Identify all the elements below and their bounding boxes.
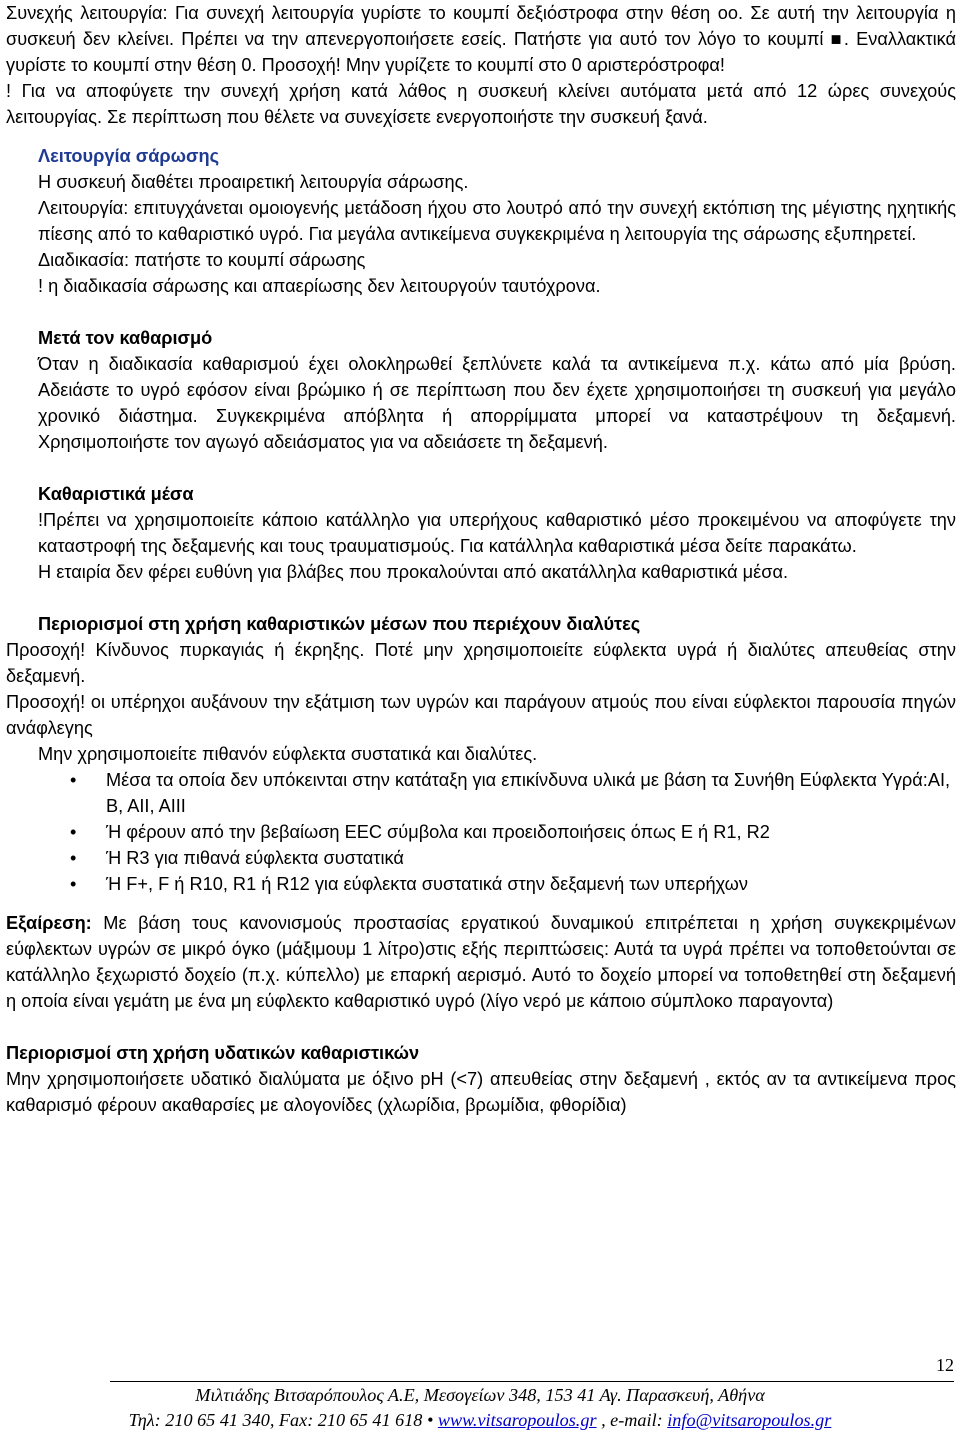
exception-text: Με βάση τους κανονισμούς προστασίας εργατικού δυναμικού επιτρέπεται η χρήση συγκεκριμένων εύφλεκτων υγρών σε μικρό όγκο (μάξιμουμ 1 λίτρο)στις εξής περιπτώσεις: Αυτά τα υγρά πρέπει να τοποθετούνται σε κατάλληλο ξεχωριστό δοχείο (π.χ. κύπελλο) με επαρκή αερισμό. Αυτό το δοχείο μπορεί να τοποθετηθεί στη δεξαμενή η οποία είναι γεμάτη με ένα μη εύφλεκτο καθαριστικό υγρό (λίγο νερό με κάποιο σύμπλοκο παραγοντα)	[6, 913, 956, 1011]
scan-procedure: Διαδικασία: πατήστε το κουμπί σάρωσης	[38, 250, 366, 270]
solvents-text-1: Προσοχή! Κίνδυνος πυρκαγιάς ή έκρηξης. Ποτέ μην χρησιμοποιείτε εύφλεκτα υγρά ή διαλύτες απευθείας στην δεξαμενή.	[6, 640, 956, 686]
scan-intro: Η συσκευή διαθέτει προαιρετική λειτουργία σάρωσης.	[38, 172, 469, 192]
footer-phone-fax: Τηλ: 210 65 41 340, Fax: 210 65 41 618	[128, 1410, 427, 1430]
exception-label: Εξαίρεση:	[6, 913, 92, 933]
after-cleaning-heading: Μετά τον καθαρισμό	[38, 328, 213, 348]
solvents-bullet-list	[6, 767, 956, 897]
solvents-text-3: Μην χρησιμοποιείτε πιθανόν εύφλεκτα συστατικά και διαλύτες.	[38, 744, 538, 764]
cleaning-agents-text-1: !Πρέπει να χρησιμοποιείτε κάποιο κατάλληλο για υπερήχους καθαριστικό μέσο προκειμένου να αποφύγετε την καταστροφή της δεξαμενής και τους τραυματισμούς. Για κατάλληλα καθαριστικά μέσα δείτε παρακάτω.	[38, 510, 956, 556]
email-link[interactable]: info@vitsaropoulos.gr	[667, 1410, 832, 1430]
scan-heading: Λειτουργία σάρωσης	[38, 146, 220, 166]
aqueous-text: Μην χρησιμοποιήσετε υδατικό διαλύματα με όξινο pH (<7) απευθείας στην δεξαμενή , εκτός αν τα αντικείμενα προς καθαρισμό φέρουν ακαθαρσίες με αλογονίδες (χλωρίδια, βρωμίδια, φθορίδια)	[6, 1069, 956, 1115]
cleaning-agents-text-2: Η εταιρία δεν φέρει ευθύνη για βλάβες που προκαλούνται από ακατάλληλα καθαριστικά μέσα.	[38, 562, 789, 582]
footer-company: Μιλτιάδης Βιτσαρόπουλος Α.Ε, Μεσογείων 348, 153 41 Αγ. Παρασκευή, Αθήνα	[195, 1385, 765, 1405]
bullet-icon: •	[70, 874, 77, 894]
footer-divider	[110, 1381, 954, 1382]
footer-contact	[0, 1410, 960, 1431]
solvents-text-2: Προσοχή! οι υπέρηχοι αυξάνουν την εξάτμιση των υγρών και παράγουν ατμούς που είναι εύφλεκτοι παρουσία πηγών ανάφλεγης	[6, 692, 956, 738]
solvents-heading: Περιορισμοί στη χρήση καθαριστικών μέσων που περιέχουν διαλύτες	[38, 614, 641, 634]
bullet-icon: •	[426, 1410, 434, 1430]
bullet-icon: •	[70, 770, 77, 790]
after-cleaning-text: Όταν η διαδικασία καθαρισμού έχει ολοκληρωθεί ξεπλύνετε καλά τα αντικείμενα π.χ. κάτω από μία βρύση. Αδειάστε το υγρό εφόσον είναι βρώμικο ή σε περίπτωση που δεν έχετε χρησιμοποιήσει τη συσκευή για μεγάλο χρονικό διάστημα. Συγκεκριμένα απόβλητα ή απορρίμματα μπορεί να καταστρέψουν τη δεξαμενή. Χρησιμοποιήστε τον αγωγό αδειάσματος για να αδειάσετε τη δεξαμενή.	[38, 354, 956, 452]
cleaning-agents-heading: Καθαριστικά μέσα	[38, 484, 194, 504]
document-body	[6, 0, 956, 1118]
website-link[interactable]: www.vitsaropoulos.gr	[437, 1410, 597, 1430]
bullet-icon: •	[70, 848, 77, 868]
list-item: • Ή φέρουν από την βεβαίωση EEC σύμβολα και προειδοποιήσεις όπως E ή R1, R2	[6, 819, 956, 845]
scan-function: Λειτουργία: επιτυγχάνεται ομοιογενής μετάδοση ήχου στο λουτρό από την συνεχή εκτόπιση της μέγιστης ηχητικής πίεσης από το καθαριστικό υγρό. Για μεγάλα αντικείμενα συγκεκριμένα η λειτουργία της σάρωσης εξυπηρετεί.	[38, 198, 956, 244]
aqueous-heading: Περιορισμοί στη χρήση υδατικών καθαριστικών	[6, 1043, 420, 1063]
list-item: • Ή F+, F ή R10, R1 ή R12 για εύφλεκτα συστατικά στην δεξαμενή των υπερήχων	[6, 871, 956, 897]
list-item: • Μέσα τα οποία δεν υπόκεινται στην κατάταξη για επικίνδυνα υλικά με βάση τα Συνήθη Εύφλεκτα Υγρά:AI, B, AII, AIII	[6, 767, 956, 819]
continuous-operation-paragraph: Συνεχής λειτουργία: Για συνεχή λειτουργία γυρίστε το κουμπί δεξιόστροφα στην θέση οο. Σε αυτή την λειτουργία η συσκευή δεν κλείνει. Πρέπει να την απενεργοποιήσετε εσείς. Πατήστε για αυτό τον λόγο το κουμπί ■. Εναλλακτικά γυρίστε το κουμπί στην θέση 0. Προσοχή! Μην γυρίζετε το κουμπί στο 0 αριστερόστροφα!	[6, 3, 956, 75]
scan-warning: ! η διαδικασία σάρωσης και απαερίωσης δεν λειτουργούν ταυτόχρονα.	[38, 276, 601, 296]
auto-off-paragraph: ! Για να αποφύγετε την συνεχή χρήση κατά λάθος η συσκευή κλείνει αυτόματα μετά από 12 ώρες συνεχούς λειτουργίας. Σε περίπτωση που θέλετε να συνεχίσετε ενεργοποιήστε την συσκευή ξανά.	[6, 81, 956, 127]
list-item: • Ή R3 για πιθανά εύφλεκτα συστατικά	[6, 845, 956, 871]
page-number: 12	[936, 1355, 954, 1375]
bullet-icon: •	[70, 822, 77, 842]
exception-paragraph	[6, 910, 956, 1014]
email-label: , e-mail:	[596, 1410, 668, 1430]
